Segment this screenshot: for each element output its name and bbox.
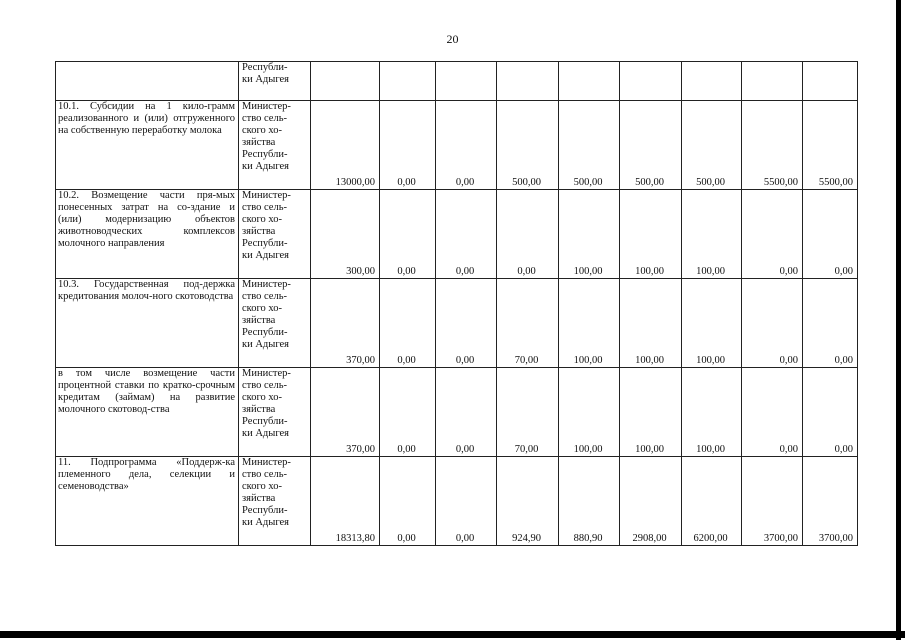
row-organization: Республи- ки Адыгея [239, 62, 311, 101]
value-cell: 370,00 [311, 279, 380, 368]
row-organization: Министер- ство сель- ского хо- зяйства Республи- ки Адыгея [239, 190, 311, 279]
value-cell: 924,90 [497, 457, 559, 546]
scan-bottom-edge [0, 631, 905, 638]
value-cell: 0,00 [742, 279, 803, 368]
value-cell [559, 62, 620, 101]
value-cell: 13000,00 [311, 101, 380, 190]
value-cell: 0,00 [380, 190, 436, 279]
row-description: 10.3. Государственная под-держка кредитования молоч-ного скотоводства [56, 279, 239, 368]
value-cell: 0,00 [742, 190, 803, 279]
table-row [56, 457, 858, 546]
value-cell: 70,00 [497, 279, 559, 368]
table-row [56, 62, 858, 101]
value-cell [742, 62, 803, 101]
value-cell: 0,00 [436, 457, 497, 546]
value-cell: 3700,00 [742, 457, 803, 546]
table-body [56, 62, 858, 546]
value-cell: 0,00 [497, 190, 559, 279]
table-row [56, 101, 858, 190]
row-organization: Министер- ство сель- ского хо- зяйства Республи- ки Адыгея [239, 457, 311, 546]
value-cell: 500,00 [620, 101, 682, 190]
value-cell: 0,00 [380, 279, 436, 368]
row-organization: Министер- ство сель- ского хо- зяйства Республи- ки Адыгея [239, 279, 311, 368]
value-cell: 18313,80 [311, 457, 380, 546]
value-cell: 0,00 [380, 101, 436, 190]
value-cell: 5500,00 [742, 101, 803, 190]
value-cell: 100,00 [559, 368, 620, 457]
value-cell [436, 62, 497, 101]
row-description: в том числе возмещение части процентной ставки по кратко-срочным кредитам (займам) на развитие молочного скотовод-ства [56, 368, 239, 457]
value-cell [803, 62, 858, 101]
table-row [56, 368, 858, 457]
value-cell: 500,00 [559, 101, 620, 190]
row-organization: Министер- ство сель- ского хо- зяйства Республи- ки Адыгея [239, 101, 311, 190]
value-cell: 300,00 [311, 190, 380, 279]
value-cell: 0,00 [436, 368, 497, 457]
value-cell [497, 62, 559, 101]
value-cell: 0,00 [436, 101, 497, 190]
value-cell: 0,00 [803, 279, 858, 368]
value-cell: 100,00 [682, 190, 742, 279]
value-cell: 2908,00 [620, 457, 682, 546]
row-organization: Министер- ство сель- ского хо- зяйства Республи- ки Адыгея [239, 368, 311, 457]
value-cell: 0,00 [803, 190, 858, 279]
row-description: 10.2. Возмещение части пря-мых понесенных затрат на со-здание и (или) модернизацию объектов животноводческих комплексов молочного направления [56, 190, 239, 279]
value-cell: 100,00 [559, 190, 620, 279]
value-cell: 5500,00 [803, 101, 858, 190]
value-cell: 0,00 [742, 368, 803, 457]
row-description [56, 62, 239, 101]
value-cell: 0,00 [436, 190, 497, 279]
value-cell: 100,00 [620, 368, 682, 457]
value-cell: 6200,00 [682, 457, 742, 546]
value-cell: 100,00 [559, 279, 620, 368]
value-cell: 0,00 [380, 457, 436, 546]
scan-right-edge [896, 0, 901, 640]
value-cell: 370,00 [311, 368, 380, 457]
table-row [56, 279, 858, 368]
page-number: 20 [446, 32, 459, 46]
value-cell: 0,00 [380, 368, 436, 457]
value-cell: 880,90 [559, 457, 620, 546]
row-description: 10.1. Субсидии на 1 кило-грамм реализованного и (или) отгруженного на собственную переработку молока [56, 101, 239, 190]
value-cell: 70,00 [497, 368, 559, 457]
value-cell: 500,00 [682, 101, 742, 190]
value-cell: 3700,00 [803, 457, 858, 546]
table-row [56, 190, 858, 279]
budget-table [55, 61, 858, 546]
value-cell: 500,00 [497, 101, 559, 190]
value-cell [682, 62, 742, 101]
value-cell [311, 62, 380, 101]
value-cell: 100,00 [682, 368, 742, 457]
value-cell [380, 62, 436, 101]
value-cell: 100,00 [620, 279, 682, 368]
value-cell: 100,00 [682, 279, 742, 368]
row-description: 11. Подпрограмма «Поддерж-ка племенного дела, селекции и семеноводства» [56, 457, 239, 546]
value-cell: 0,00 [803, 368, 858, 457]
value-cell [620, 62, 682, 101]
value-cell: 0,00 [436, 279, 497, 368]
value-cell: 100,00 [620, 190, 682, 279]
